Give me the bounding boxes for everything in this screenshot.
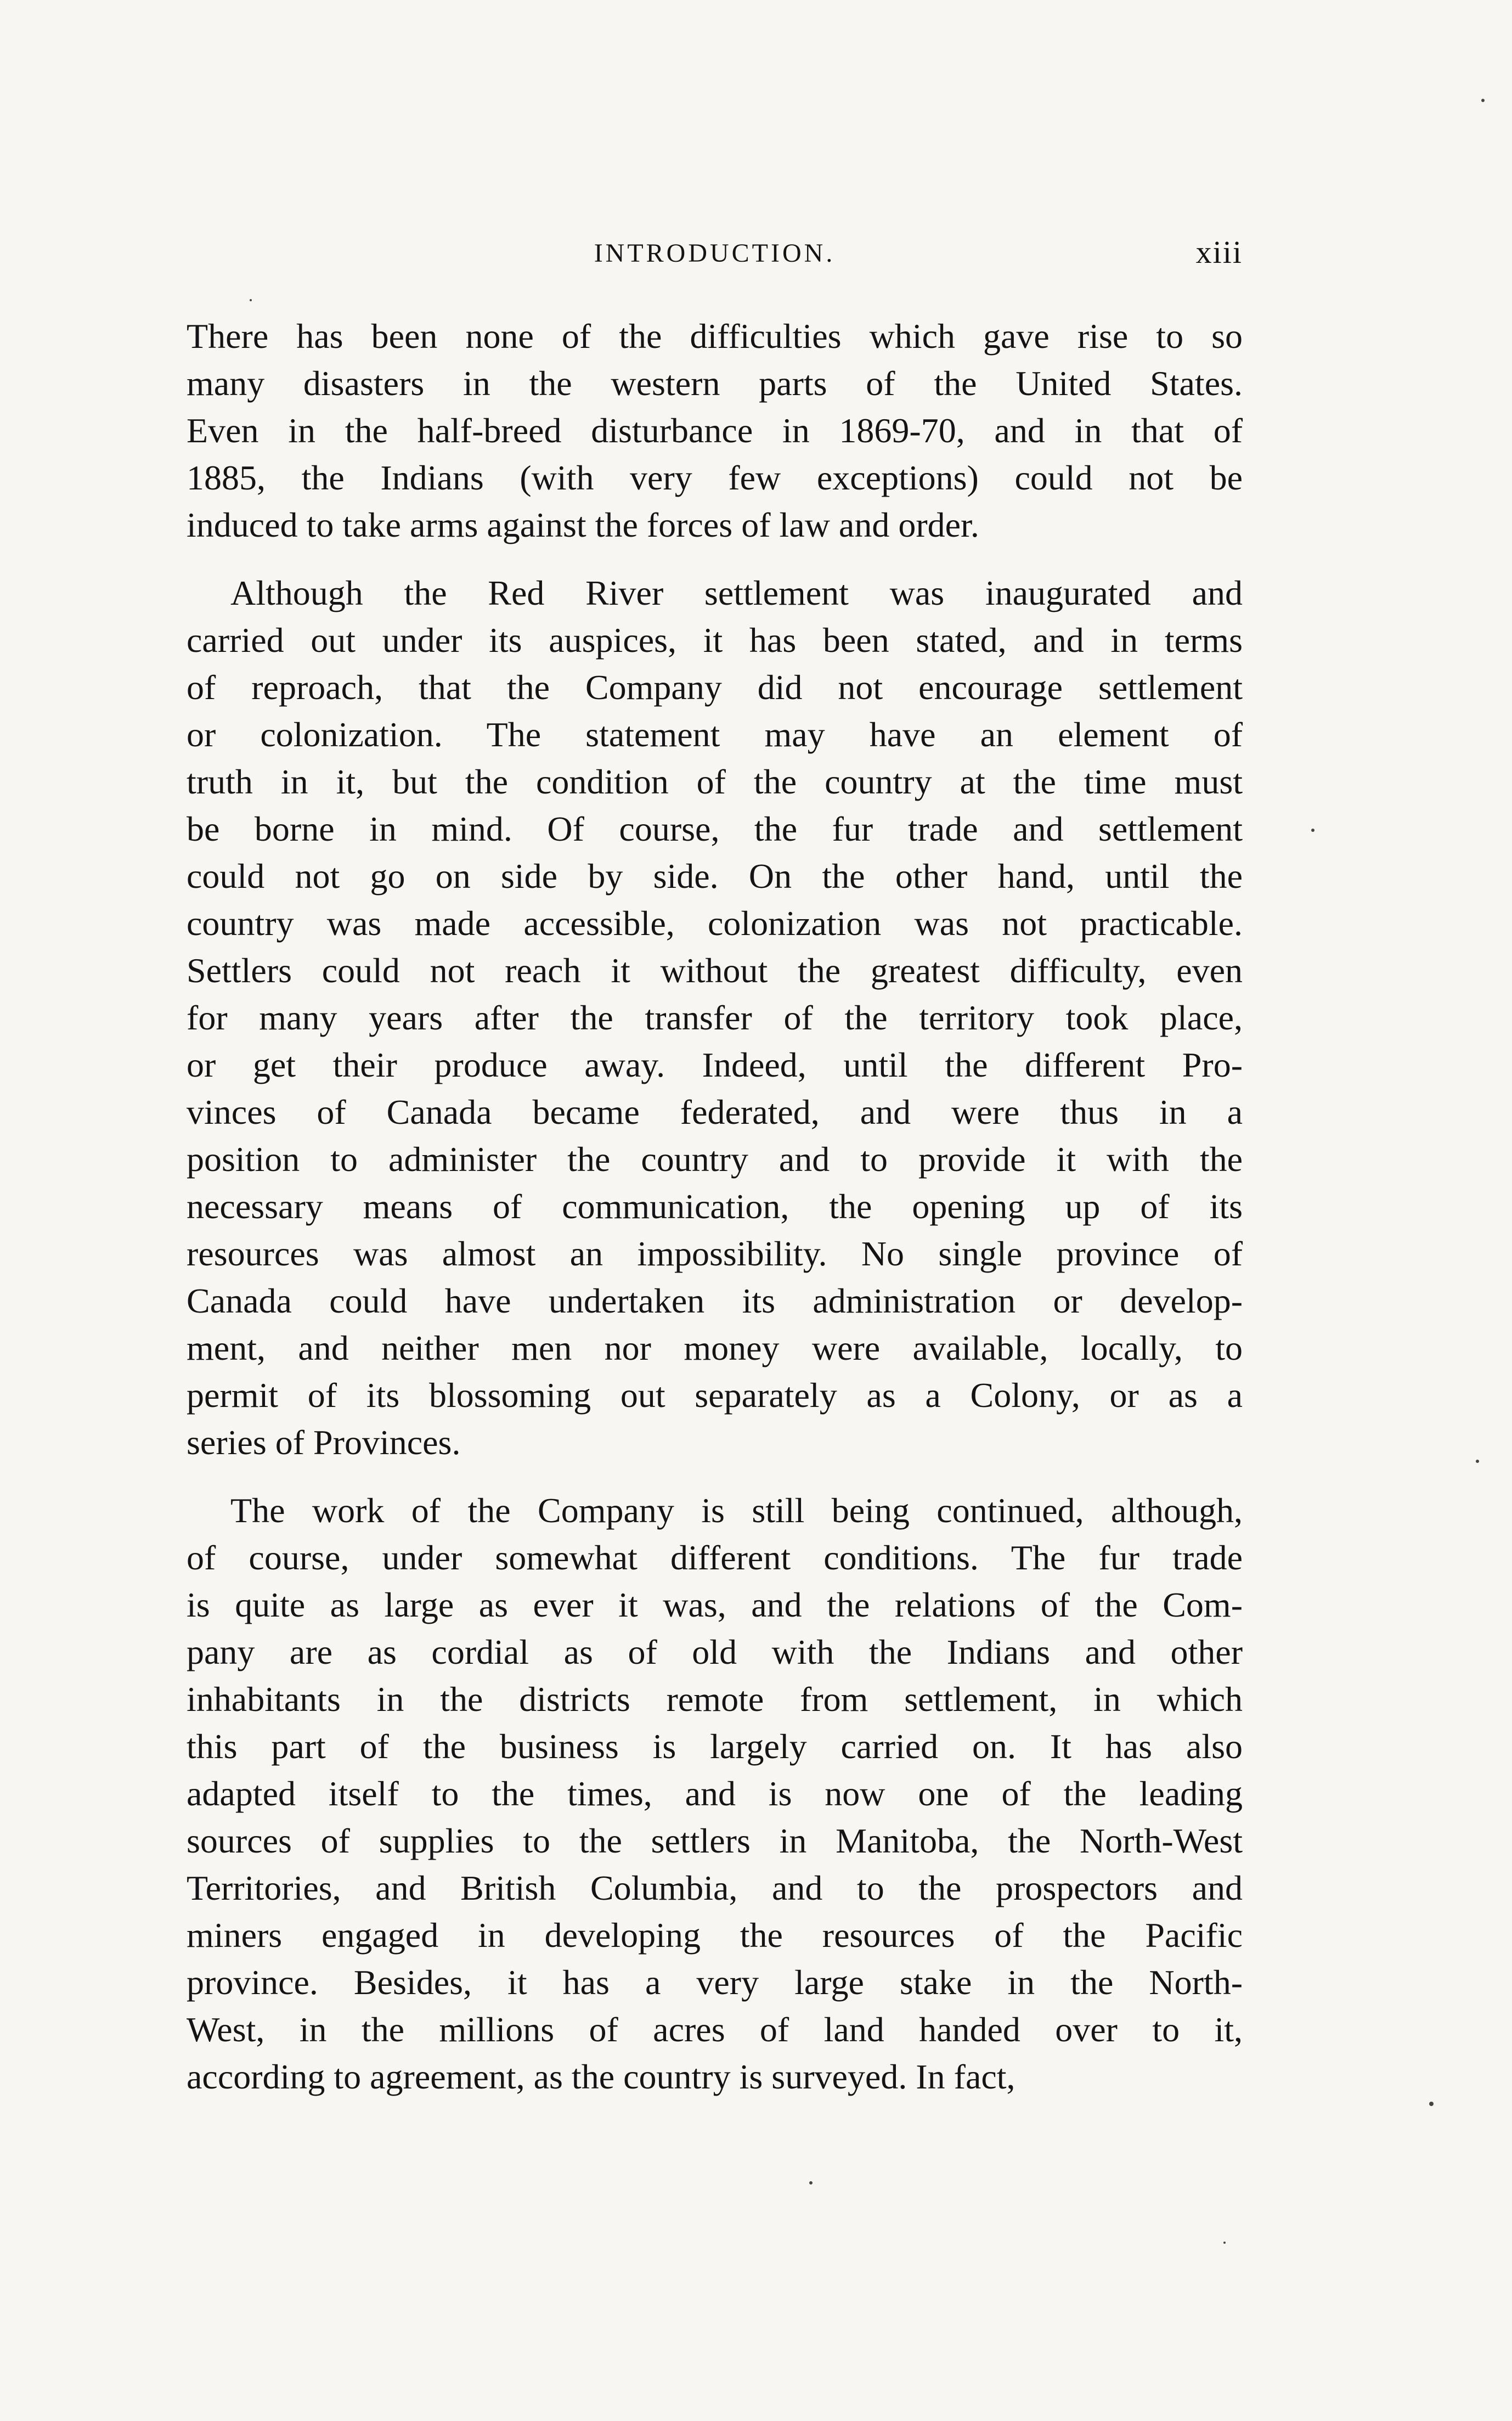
text-line: necessary means of communication, the opening up of its	[187, 1187, 1243, 1226]
paragraph-3	[187, 1487, 1243, 2101]
running-head	[187, 230, 1243, 274]
body-text	[187, 313, 1243, 2101]
scan-speck	[1481, 99, 1485, 102]
text-line: pany are as cordial as of old with the Indians and other	[187, 1632, 1243, 1671]
text-line: province. Besides, it has a very large stake in the North-	[187, 1963, 1243, 2002]
text-line: or get their produce away. Indeed, until the different Pro-	[187, 1045, 1243, 1084]
text-line: Canada could have undertaken its administration or develop-	[187, 1281, 1243, 1320]
text-line: this part of the business is largely carried on. It has also	[187, 1727, 1243, 1766]
text-line: according to agreement, as the country is surveyed. In fact,	[187, 2057, 1015, 2096]
text-line: could not go on side by side. On the other hand, until the	[187, 857, 1243, 896]
paragraph-2	[187, 570, 1243, 1466]
text-line: of reproach, that the Company did not encourage settlement	[187, 668, 1243, 707]
text-line: 1885, the Indians (with very few exceptions) could not be	[187, 458, 1243, 497]
text-line: of course, under somewhat different conditions. The fur trade	[187, 1538, 1243, 1577]
text-line: or colonization. The statement may have an element of	[187, 715, 1243, 754]
text-line: sources of supplies to the settlers in Manitoba, the North-West	[187, 1821, 1243, 1860]
text-line: permit of its blossoming out separately as a Colony, or as a	[187, 1376, 1243, 1415]
scan-speck	[1429, 2102, 1434, 2106]
running-head-title: INTRODUCTION.	[594, 239, 836, 268]
text-line: Although the Red River settlement was inaugurated and	[230, 573, 1243, 612]
text-line: resources was almost an impossibility. No single province of	[187, 1234, 1243, 1273]
text-line: country was made accessible, colonization was not practicable.	[187, 904, 1243, 943]
text-line: Territories, and British Columbia, and to the prospectors and	[187, 1868, 1243, 1907]
text-line: ment, and neither men nor money were available, locally, to	[187, 1328, 1243, 1367]
paragraph-1	[187, 313, 1243, 549]
text-line: The work of the Company is still being continued, although,	[230, 1491, 1243, 1530]
text-line: adapted itself to the times, and is now one of the leading	[187, 1774, 1243, 1813]
scan-speck	[1223, 2242, 1226, 2244]
text-line: position to administer the country and to provide it with the	[187, 1140, 1243, 1179]
scan-speck	[809, 2181, 813, 2184]
scan-speck	[1311, 829, 1314, 832]
text-line: be borne in mind. Of course, the fur trade and settlement	[187, 809, 1243, 848]
text-line: many disasters in the western parts of the United States.	[187, 364, 1243, 403]
text-line: is quite as large as ever it was, and the relations of the Com-	[187, 1585, 1243, 1624]
text-line: West, in the millions of acres of land handed over to it,	[187, 2010, 1243, 2049]
scan-speck	[250, 299, 252, 301]
page-number: xiii	[1195, 234, 1243, 270]
text-line: Even in the half-breed disturbance in 1869-70, and in that of	[187, 411, 1243, 450]
text-line: for many years after the transfer of the territory took place,	[187, 998, 1243, 1037]
text-line: truth in it, but the condition of the country at the time must	[187, 762, 1243, 801]
text-line: vinces of Canada became federated, and were thus in a	[187, 1093, 1243, 1131]
text-line: Settlers could not reach it without the greatest difficulty, even	[187, 951, 1243, 990]
scan-speck	[1476, 1460, 1479, 1463]
text-line: induced to take arms against the forces of law and order.	[187, 505, 979, 544]
text-line: miners engaged in developing the resources of the Pacific	[187, 1916, 1243, 1955]
text-line: There has been none of the difficulties which gave rise to so	[187, 317, 1243, 356]
text-line: series of Provinces.	[187, 1423, 461, 1462]
text-line: inhabitants in the districts remote from settlement, in which	[187, 1680, 1243, 1719]
text-line: carried out under its auspices, it has been stated, and in terms	[187, 621, 1243, 660]
